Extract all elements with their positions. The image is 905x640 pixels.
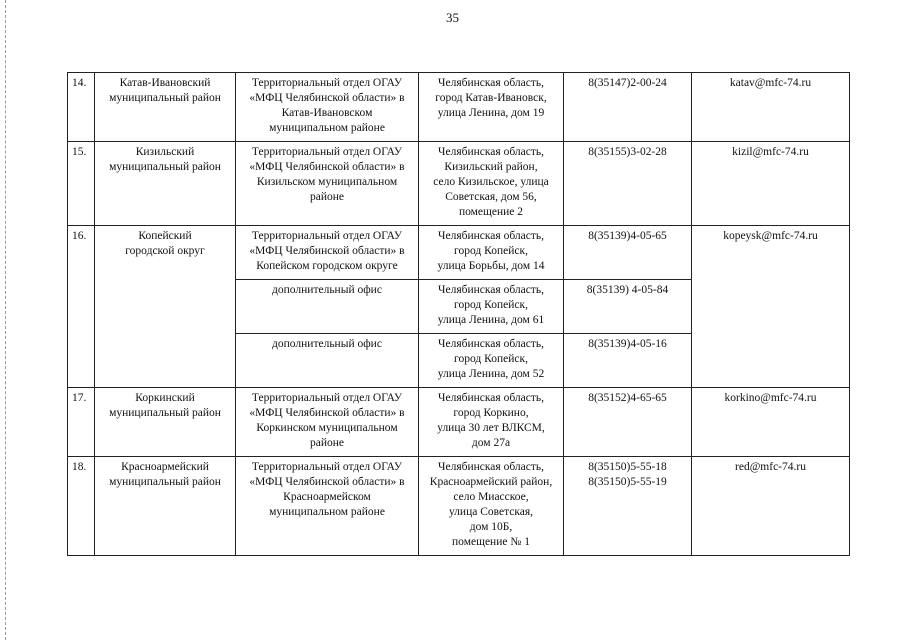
address-cell: Челябинская область, город Коркино, улица 30 лет ВЛКСМ, дом 27а bbox=[419, 388, 564, 457]
row-number: 16. bbox=[68, 226, 95, 388]
mfc-offices-table bbox=[67, 72, 850, 556]
email-cell: kizil@mfc-74.ru bbox=[692, 142, 850, 226]
table-row bbox=[68, 73, 850, 142]
district-cell: Коркинский муниципальный район bbox=[95, 388, 236, 457]
organization-cell: Территориальный отдел ОГАУ «МФЦ Челябинской области» в Коркинском муниципальном районе bbox=[236, 388, 419, 457]
organization-cell: Территориальный отдел ОГАУ «МФЦ Челябинской области» в Кизильском муниципальном районе bbox=[236, 142, 419, 226]
phone-cell: 8(35139) 4-05-84 bbox=[564, 280, 692, 334]
organization-cell: дополнительный офис bbox=[236, 280, 419, 334]
row-number: 17. bbox=[68, 388, 95, 457]
page-margin-rule bbox=[5, 0, 6, 640]
address-cell: Челябинская область, Кизильский район, село Кизильское, улица Советская, дом 56, помещение 2 bbox=[419, 142, 564, 226]
address-cell: Челябинская область, город Катав-Ивановск, улица Ленина, дом 19 bbox=[419, 73, 564, 142]
phone-cell: 8(35155)3-02-28 bbox=[564, 142, 692, 226]
phone-cell: 8(35139)4-05-16 bbox=[564, 334, 692, 388]
organization-cell: дополнительный офис bbox=[236, 334, 419, 388]
email-cell: katav@mfc-74.ru bbox=[692, 73, 850, 142]
table-row bbox=[68, 388, 850, 457]
address-cell: Челябинская область, город Копейск, улица Борьбы, дом 14 bbox=[419, 226, 564, 280]
organization-cell: Территориальный отдел ОГАУ «МФЦ Челябинской области» в Копейском городском округе bbox=[236, 226, 419, 280]
table-row bbox=[68, 142, 850, 226]
phone-cell: 8(35152)4-65-65 bbox=[564, 388, 692, 457]
table-row bbox=[68, 457, 850, 556]
district-cell: Кизильский муниципальный район bbox=[95, 142, 236, 226]
row-number: 14. bbox=[68, 73, 95, 142]
email-cell: red@mfc-74.ru bbox=[692, 457, 850, 556]
address-cell: Челябинская область, Красноармейский район, село Миасское, улица Советская, дом 10Б, помещение № 1 bbox=[419, 457, 564, 556]
table-row bbox=[68, 226, 850, 280]
address-cell: Челябинская область, город Копейск, улица Ленина, дом 52 bbox=[419, 334, 564, 388]
district-cell: Катав-Ивановский муниципальный район bbox=[95, 73, 236, 142]
row-number: 18. bbox=[68, 457, 95, 556]
phone-cell: 8(35150)5-55-18 8(35150)5-55-19 bbox=[564, 457, 692, 556]
district-cell: Красноармейский муниципальный район bbox=[95, 457, 236, 556]
district-cell: Копейский городской округ bbox=[95, 226, 236, 388]
email-cell: kopeysk@mfc-74.ru bbox=[692, 226, 850, 388]
phone-cell: 8(35139)4-05-65 bbox=[564, 226, 692, 280]
organization-cell: Территориальный отдел ОГАУ «МФЦ Челябинской области» в Красноармейском муниципальном районе bbox=[236, 457, 419, 556]
phone-cell: 8(35147)2-00-24 bbox=[564, 73, 692, 142]
organization-cell: Территориальный отдел ОГАУ «МФЦ Челябинской области» в Катав-Ивановском муниципальном районе bbox=[236, 73, 419, 142]
page-number: 35 bbox=[446, 10, 459, 25]
row-number: 15. bbox=[68, 142, 95, 226]
email-cell: korkino@mfc-74.ru bbox=[692, 388, 850, 457]
address-cell: Челябинская область, город Копейск, улица Ленина, дом 61 bbox=[419, 280, 564, 334]
